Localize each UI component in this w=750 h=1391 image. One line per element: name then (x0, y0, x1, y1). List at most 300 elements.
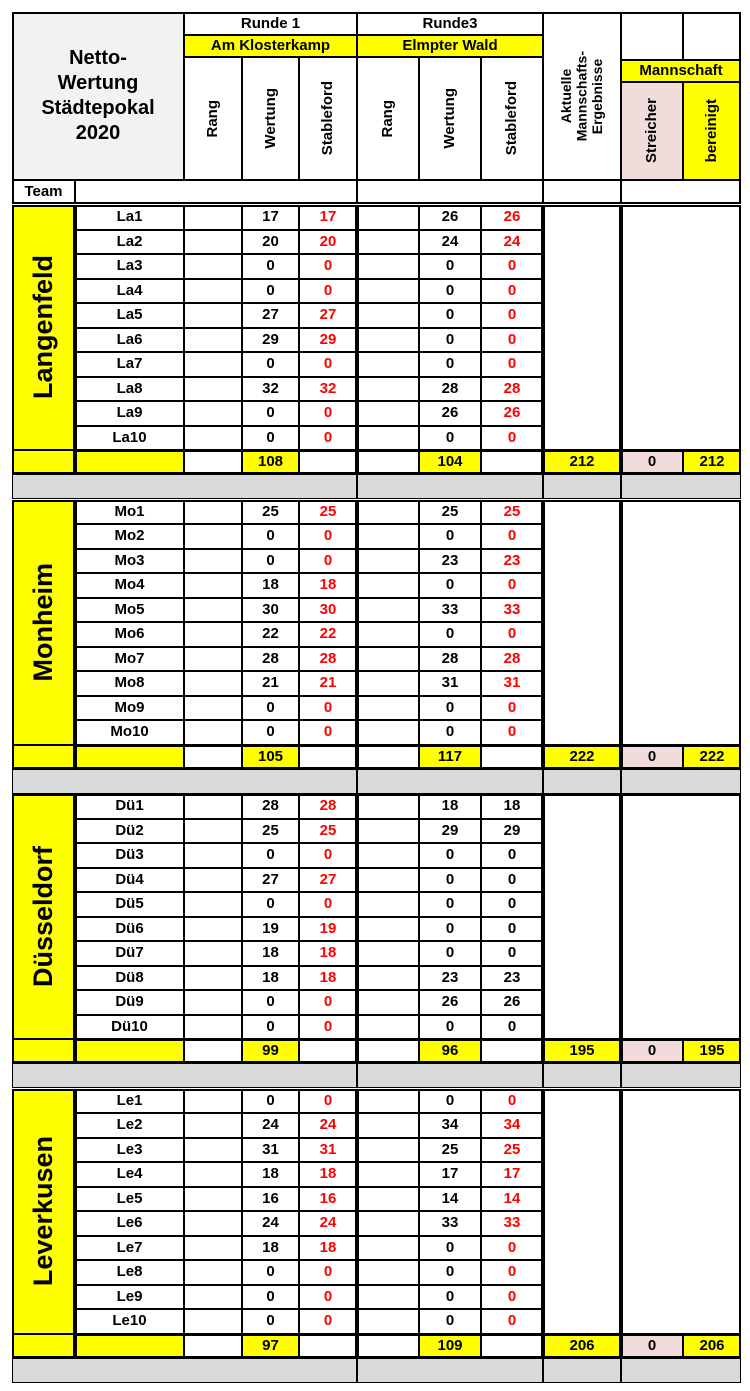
player-id (75, 647, 184, 672)
r1-stableford (299, 1260, 357, 1285)
r3-wertung-text: 33 (441, 600, 459, 618)
title-line: Städtepokal (41, 97, 155, 119)
r3-stableford-text: 0 (507, 330, 517, 348)
r3-rang (357, 720, 419, 745)
total-streicher (621, 1334, 683, 1358)
player-id (75, 892, 184, 917)
r1-stableford (299, 328, 357, 353)
r1-rang (184, 720, 242, 745)
r3-stableford (481, 1015, 543, 1040)
r1-stableford (299, 720, 357, 745)
r3-stableford (481, 352, 543, 377)
header-rang-text: Rang (379, 99, 397, 138)
r1-stableford (299, 794, 357, 819)
header-wertung (242, 57, 299, 180)
team-name (12, 500, 75, 745)
player-id (75, 254, 184, 279)
total-aktuelle (543, 745, 621, 769)
r1-wertung (242, 794, 299, 819)
header-stableford (481, 57, 543, 180)
r1-rang (184, 622, 242, 647)
r3-rang (357, 230, 419, 255)
r1-stableford (299, 598, 357, 623)
r3-rang (357, 401, 419, 426)
r3-rang (357, 1089, 419, 1114)
r3-stableford-text: 0 (507, 895, 517, 913)
r1-stableford (299, 990, 357, 1015)
r3-wertung-text: 26 (441, 404, 459, 422)
r1-wertung-text: 0 (266, 1287, 275, 1305)
r1-stableford-text: 0 (323, 846, 333, 864)
r3-rang (357, 549, 419, 574)
r3-rang (357, 524, 419, 549)
r3-stableford-text: 0 (507, 846, 517, 864)
r1-wertung (242, 426, 299, 451)
r3-stableford (481, 720, 543, 745)
r1-wertung-text: 18 (262, 944, 279, 962)
r3-stableford (481, 401, 543, 426)
r1-wertung-text: 0 (266, 698, 275, 716)
r1-wertung (242, 966, 299, 991)
r3-stableford (481, 500, 543, 525)
r1-stableford-text: 18 (319, 576, 337, 594)
total-r3-rang (357, 1039, 419, 1063)
r3-rang (357, 1138, 419, 1163)
player-id-text: Le8 (116, 1263, 143, 1281)
r1-wertung (242, 1285, 299, 1310)
player-id-text: Dü5 (115, 895, 144, 913)
r3-rang (357, 377, 419, 402)
r1-rang (184, 966, 242, 991)
team-name-text: Leverkusen (28, 1135, 59, 1287)
r3-wertung-text: 34 (441, 1116, 459, 1134)
r1-wertung (242, 401, 299, 426)
header-blank (621, 12, 683, 60)
r3-stableford-text: 0 (507, 527, 517, 545)
r1-stableford (299, 1138, 357, 1163)
player-id-text: Le6 (116, 1214, 143, 1232)
r1-rang (184, 1015, 242, 1040)
r3-stableford-text: 0 (507, 1017, 517, 1035)
r1-wertung (242, 892, 299, 917)
r3-wertung-text: 0 (445, 1287, 455, 1305)
r1-stableford-text: 31 (319, 1140, 337, 1158)
r1-wertung (242, 1162, 299, 1187)
r3-rang (357, 892, 419, 917)
separator-row (543, 769, 621, 794)
r1-rang (184, 1138, 242, 1163)
header-aktuelle-line: Ergebnisse (588, 58, 605, 134)
r3-wertung (419, 1089, 481, 1114)
r1-wertung-text: 32 (262, 379, 279, 397)
total-team-cell (12, 1039, 75, 1063)
title-line: Netto- (69, 47, 127, 69)
round-name-text: Runde 1 (240, 14, 301, 32)
r1-wertung (242, 720, 299, 745)
player-id-text: La3 (116, 257, 143, 275)
r3-rang (357, 500, 419, 525)
r1-wertung (242, 1260, 299, 1285)
team-row-blank (75, 180, 357, 204)
r3-wertung (419, 819, 481, 844)
r3-stableford-text: 0 (507, 281, 517, 299)
r3-wertung (419, 254, 481, 279)
r1-wertung-text: 27 (262, 870, 279, 888)
r1-wertung-text: 25 (262, 821, 279, 839)
player-id (75, 1211, 184, 1236)
r3-wertung-text: 0 (445, 870, 455, 888)
r1-wertung-text: 22 (262, 625, 279, 643)
r1-wertung (242, 1211, 299, 1236)
r3-stableford-text: 18 (503, 797, 521, 815)
r3-wertung (419, 647, 481, 672)
round-course (184, 35, 357, 57)
mannschaft-blank (621, 1089, 741, 1334)
r1-wertung (242, 1089, 299, 1114)
r1-wertung (242, 990, 299, 1015)
r1-wertung-text: 0 (266, 1312, 275, 1330)
total-r1-stableford (299, 745, 357, 769)
r1-wertung-text: 19 (262, 919, 279, 937)
r3-stableford-text: 24 (503, 232, 521, 250)
team-label (12, 180, 75, 204)
player-id-text: Dü2 (115, 821, 144, 839)
r3-wertung-text: 14 (441, 1189, 459, 1207)
r1-stableford (299, 671, 357, 696)
total-label-cell (75, 450, 184, 474)
r1-wertung-text: 28 (262, 649, 279, 667)
r1-rang (184, 1187, 242, 1212)
r1-wertung-text: 24 (262, 1214, 279, 1232)
r3-stableford-text: 0 (507, 1287, 517, 1305)
r3-stableford (481, 1285, 543, 1310)
player-id (75, 1285, 184, 1310)
r1-wertung-text: 0 (266, 895, 275, 913)
r3-wertung-text: 31 (441, 674, 459, 692)
total-r3-wertung (419, 1334, 481, 1358)
aktuelle-blank (543, 500, 621, 745)
r1-rang (184, 917, 242, 942)
r3-stableford (481, 205, 543, 230)
r3-stableford (481, 1187, 543, 1212)
r1-wertung (242, 377, 299, 402)
player-id (75, 573, 184, 598)
r3-stableford-text: 29 (503, 821, 521, 839)
r3-stableford (481, 671, 543, 696)
team-name (12, 1089, 75, 1334)
r3-rang (357, 1211, 419, 1236)
header-wertung (419, 57, 481, 180)
total-bereinigt (683, 450, 741, 474)
r1-wertung-text: 0 (266, 551, 275, 569)
player-id-text: Mo9 (114, 698, 145, 716)
r3-wertung-text: 24 (441, 232, 459, 250)
total-label-cell (75, 745, 184, 769)
r3-wertung-text: 0 (445, 1263, 455, 1281)
r3-rang (357, 1187, 419, 1212)
player-id-text: Le1 (116, 1091, 143, 1109)
r3-wertung (419, 1309, 481, 1334)
r3-stableford-text: 0 (507, 698, 517, 716)
r3-wertung-text: 17 (441, 1165, 459, 1183)
player-id-text: Dü9 (115, 993, 144, 1011)
r3-wertung-text: 0 (445, 330, 455, 348)
r3-wertung (419, 205, 481, 230)
player-id (75, 843, 184, 868)
round-name (184, 12, 357, 35)
aktuelle-blank (543, 794, 621, 1039)
r3-wertung-text: 0 (445, 355, 455, 373)
total-bereinigt-text: 222 (699, 747, 725, 765)
r3-wertung (419, 966, 481, 991)
r1-rang (184, 205, 242, 230)
r3-rang (357, 1309, 419, 1334)
r1-rang (184, 819, 242, 844)
r3-wertung-text: 0 (445, 1017, 455, 1035)
r1-wertung-text: 0 (266, 1263, 275, 1281)
r3-stableford (481, 279, 543, 304)
r3-stableford-text: 25 (503, 502, 521, 520)
total-r3-wertung-text: 109 (437, 1336, 463, 1354)
r1-rang (184, 279, 242, 304)
r1-stableford-text: 0 (323, 993, 333, 1011)
r1-wertung (242, 843, 299, 868)
r1-rang (184, 500, 242, 525)
mannschaft-blank (621, 500, 741, 745)
header-mannschaft-text: Mannschaft (639, 62, 723, 80)
r3-stableford (481, 622, 543, 647)
player-id-text: La5 (116, 306, 143, 324)
r3-rang (357, 647, 419, 672)
player-id-text: Mo3 (114, 551, 145, 569)
r1-stableford-text: 0 (323, 257, 333, 275)
r1-wertung (242, 500, 299, 525)
r3-stableford (481, 1138, 543, 1163)
header-wertung-text: Wertung (261, 88, 279, 149)
r3-rang (357, 696, 419, 721)
total-r3-rang (357, 1334, 419, 1358)
total-label-cell (75, 1334, 184, 1358)
total-r1-wertung-text: 105 (257, 747, 284, 765)
player-id-text: Dü3 (115, 846, 144, 864)
player-id (75, 303, 184, 328)
r3-stableford-text: 26 (503, 993, 521, 1011)
r1-wertung (242, 598, 299, 623)
player-id-text: Dü7 (115, 944, 144, 962)
r3-wertung (419, 696, 481, 721)
separator-row (543, 1358, 621, 1383)
r3-rang (357, 303, 419, 328)
r1-stableford-text: 32 (319, 379, 337, 397)
r3-wertung-text: 23 (441, 968, 459, 986)
r3-wertung (419, 401, 481, 426)
r3-stableford-text: 14 (503, 1189, 521, 1207)
r1-stableford-text: 18 (319, 1238, 337, 1256)
r3-stableford (481, 1113, 543, 1138)
r1-stableford-text: 17 (319, 208, 337, 226)
r3-stableford-text: 33 (503, 1214, 521, 1232)
r1-wertung-text: 0 (266, 527, 275, 545)
player-id (75, 500, 184, 525)
total-r3-wertung (419, 745, 481, 769)
r3-stableford-text: 0 (507, 625, 517, 643)
r1-rang (184, 598, 242, 623)
r3-wertung-text: 0 (445, 281, 455, 299)
team-name (12, 794, 75, 1039)
r1-wertung (242, 524, 299, 549)
separator-row (12, 769, 357, 794)
r1-stableford-text: 22 (319, 625, 337, 643)
player-id (75, 1309, 184, 1334)
r1-stableford (299, 941, 357, 966)
r1-wertung-text: 0 (266, 1017, 275, 1035)
player-id (75, 524, 184, 549)
total-r3-stableford (481, 1334, 543, 1358)
player-id-text: La6 (116, 330, 143, 348)
r1-stableford (299, 647, 357, 672)
r3-stableford (481, 843, 543, 868)
player-id (75, 990, 184, 1015)
total-r1-rang (184, 745, 242, 769)
r3-wertung-text: 0 (445, 527, 455, 545)
r3-wertung-text: 33 (441, 1214, 459, 1232)
header-rang (184, 57, 242, 180)
r3-stableford (481, 598, 543, 623)
r3-rang (357, 1260, 419, 1285)
r3-stableford-text: 28 (503, 379, 521, 397)
header-rang-text: Rang (204, 99, 222, 138)
r3-rang (357, 941, 419, 966)
r1-wertung-text: 21 (262, 674, 279, 692)
r3-wertung-text: 0 (445, 1238, 455, 1256)
aktuelle-blank (543, 205, 621, 450)
r1-rang (184, 401, 242, 426)
r3-rang (357, 1113, 419, 1138)
total-r3-stableford (481, 1039, 543, 1063)
player-id (75, 622, 184, 647)
r3-wertung (419, 377, 481, 402)
r3-stableford (481, 1211, 543, 1236)
total-r3-rang (357, 745, 419, 769)
r1-stableford (299, 1187, 357, 1212)
player-id (75, 868, 184, 893)
r1-wertung-text: 0 (266, 404, 275, 422)
r1-stableford-text: 30 (319, 600, 337, 618)
r3-wertung-text: 0 (445, 895, 455, 913)
r3-rang (357, 671, 419, 696)
r1-wertung-text: 0 (266, 723, 275, 741)
r1-rang (184, 696, 242, 721)
r3-stableford-text: 0 (507, 1238, 517, 1256)
round-course-text: Am Klosterkamp (210, 37, 331, 55)
r1-stableford (299, 500, 357, 525)
team-row-blank (621, 180, 741, 204)
r3-wertung-text: 26 (441, 993, 459, 1011)
r1-wertung-text: 0 (266, 257, 275, 275)
r1-rang (184, 230, 242, 255)
player-id (75, 1138, 184, 1163)
total-team-cell (12, 450, 75, 474)
player-id (75, 819, 184, 844)
r1-wertung (242, 230, 299, 255)
total-aktuelle-text: 222 (569, 747, 595, 765)
r1-stableford-text: 0 (323, 551, 333, 569)
r1-stableford-text: 28 (319, 649, 337, 667)
r1-wertung (242, 819, 299, 844)
title-line: Wertung (57, 72, 139, 94)
r1-wertung-text: 0 (266, 355, 275, 373)
r1-stableford-text: 28 (319, 797, 337, 815)
player-id-text: Dü6 (115, 919, 144, 937)
r1-wertung (242, 303, 299, 328)
round-course (357, 35, 543, 57)
r3-rang (357, 917, 419, 942)
r3-wertung (419, 352, 481, 377)
r1-rang (184, 1260, 242, 1285)
r1-wertung-text: 31 (262, 1140, 279, 1158)
r1-stableford-text: 20 (319, 232, 337, 250)
total-label-cell (75, 1039, 184, 1063)
r1-rang (184, 328, 242, 353)
separator-row (357, 1063, 543, 1088)
r1-wertung (242, 647, 299, 672)
total-r1-wertung-text: 97 (262, 1336, 279, 1354)
r1-stableford-text: 24 (319, 1214, 337, 1232)
player-id (75, 1260, 184, 1285)
header-rang (357, 57, 419, 180)
player-id-text: Dü1 (115, 797, 144, 815)
r3-wertung-text: 0 (445, 698, 455, 716)
r1-wertung-text: 20 (262, 232, 279, 250)
total-bereinigt (683, 1039, 741, 1063)
r1-wertung-text: 18 (262, 968, 279, 986)
player-id (75, 917, 184, 942)
r1-stableford (299, 1162, 357, 1187)
r1-wertung-text: 27 (262, 306, 279, 324)
player-id (75, 328, 184, 353)
r3-rang (357, 573, 419, 598)
r1-stableford (299, 696, 357, 721)
mannschaft-blank (621, 794, 741, 1039)
r1-stableford (299, 819, 357, 844)
r3-rang (357, 1015, 419, 1040)
player-id-text: La4 (116, 281, 143, 299)
r3-wertung-text: 0 (445, 625, 455, 643)
total-r3-wertung (419, 1039, 481, 1063)
r3-wertung-text: 28 (441, 379, 459, 397)
r3-wertung (419, 303, 481, 328)
r3-wertung (419, 328, 481, 353)
r1-rang (184, 1113, 242, 1138)
r1-stableford (299, 1113, 357, 1138)
r1-stableford (299, 966, 357, 991)
player-id (75, 1089, 184, 1114)
separator-row (543, 1063, 621, 1088)
r1-stableford (299, 230, 357, 255)
total-r3-wertung-text: 104 (437, 453, 463, 471)
r3-wertung (419, 598, 481, 623)
player-id-text: Le5 (116, 1189, 143, 1207)
r3-rang (357, 819, 419, 844)
total-r3-stableford (481, 450, 543, 474)
r3-wertung (419, 1015, 481, 1040)
r3-stableford-text: 0 (507, 428, 517, 446)
total-aktuelle (543, 450, 621, 474)
total-r3-rang (357, 450, 419, 474)
r3-wertung-text: 25 (441, 1140, 459, 1158)
total-r1-stableford (299, 1039, 357, 1063)
total-team-cell (12, 745, 75, 769)
